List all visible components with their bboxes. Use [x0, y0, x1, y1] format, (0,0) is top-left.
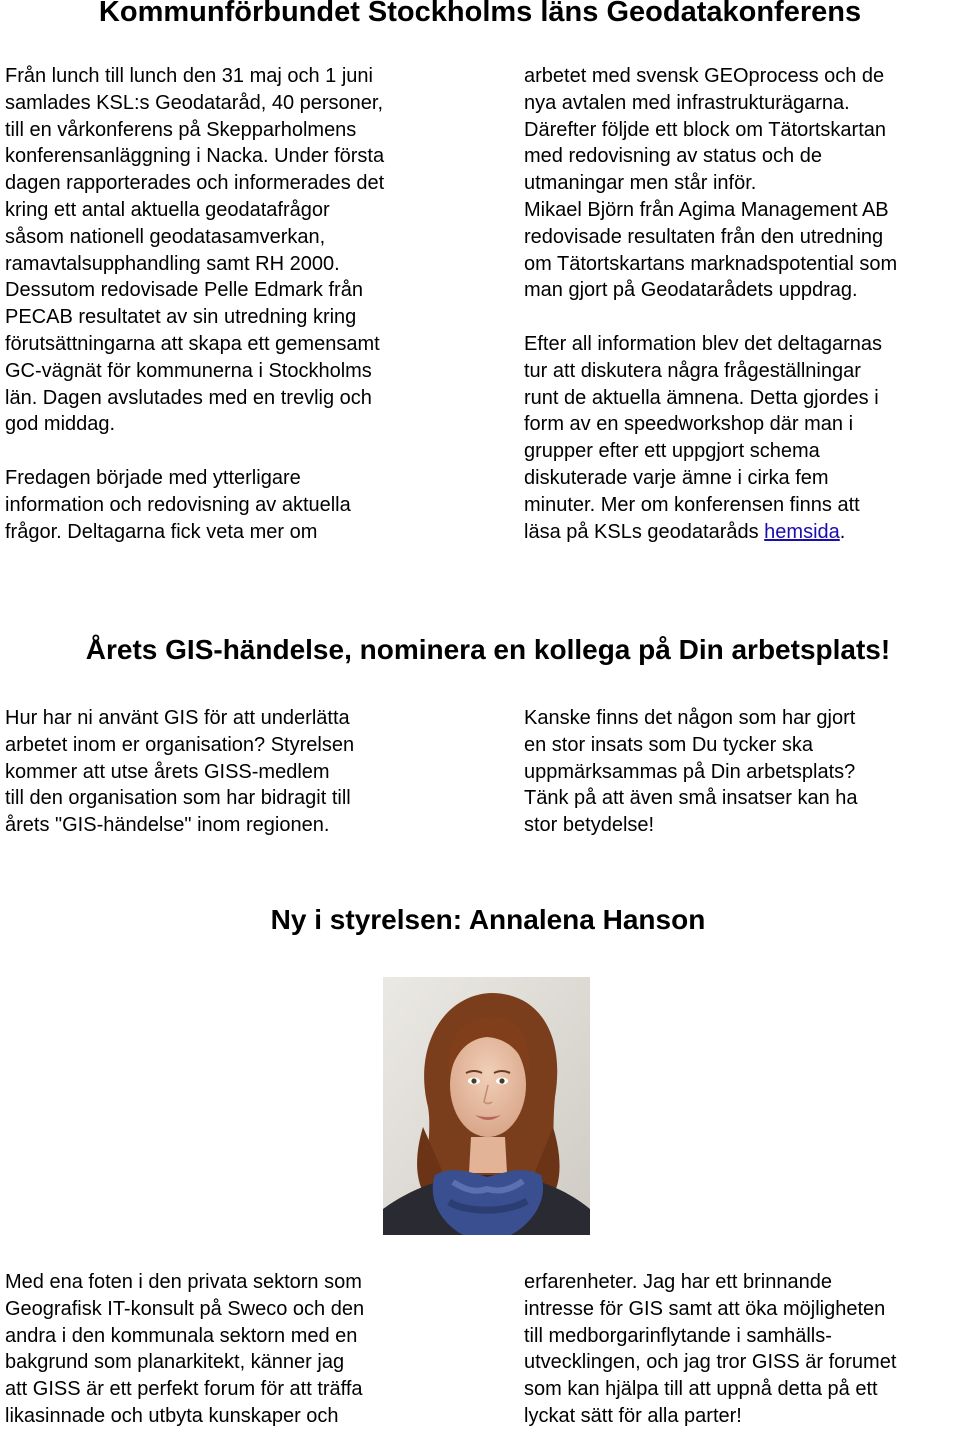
text-line: dagen rapporterades och informerades det	[5, 172, 385, 195]
text-line: Med ena foten i den privata sektorn som	[5, 1271, 362, 1293]
text-line: om Tätortskartans marknadspotential som	[524, 252, 898, 275]
text-line: GC-vägnät för kommunerna i Stockholms	[5, 359, 372, 382]
text-line: runt de aktuella ämnena. Detta gjordes i	[524, 386, 879, 409]
text-line: Från lunch till lunch den 31 maj och 1 juni	[5, 65, 373, 87]
text-line: Fredagen började med ytterligare	[5, 466, 301, 489]
portrait-photo	[383, 977, 590, 1235]
text-line: information och redovisning av aktuella	[5, 493, 351, 516]
text-line	[5, 438, 384, 465]
text-line: till den organisation som har bidragit till	[5, 787, 351, 810]
text-line: Kanske finns det någon som har gjort	[524, 707, 856, 729]
text-line: Geografisk IT-konsult på Sweco och den	[5, 1297, 365, 1320]
conference-last-line: läsa på KSLs geodataråds hemsida.	[524, 520, 846, 543]
text-line: god middag.	[5, 413, 116, 436]
text-line: såsom nationell geodatasamverkan,	[5, 225, 326, 248]
text-line: nya avtalen med infrastrukturägarna.	[524, 91, 850, 114]
text-line: förutsättningarna att skapa ett gemensamt	[5, 332, 380, 355]
text-line: län. Dagen avslutades med en trevlig och	[5, 386, 372, 409]
text-line: Därefter följde ett block om Tätortskartan	[524, 118, 887, 141]
text-line: med redovisning av status och de	[524, 145, 822, 168]
text-line: samlades KSL:s Geodataråd, 40 personer,	[5, 91, 384, 114]
text-line: andra i den kommunala sektorn med en	[5, 1324, 358, 1347]
text-line: stor betydelse!	[524, 814, 655, 837]
text-line: redovisade resultaten från den utredning	[524, 225, 884, 248]
text-line: PECAB resultatet av sin utredning kring	[5, 306, 357, 329]
text-line: till medborgarinflytande i samhälls-	[524, 1324, 832, 1347]
gis-event-text-left	[5, 705, 354, 839]
text-line: ramavtalsupphandling samt RH 2000.	[5, 252, 340, 275]
text-line: likasinnade och utbyta kunskaper och	[5, 1404, 339, 1427]
text-line	[524, 304, 897, 331]
text-line: konferensanläggning i Nacka. Under första	[5, 145, 385, 168]
conference-text-left	[5, 63, 384, 545]
text-line: grupper efter ett uppgjort schema	[524, 440, 820, 463]
text-line: erfarenheter. Jag har ett brinnande	[524, 1271, 832, 1293]
text-line: kring ett antal aktuella geodatafrågor	[5, 198, 330, 221]
text-line: intresse för GIS samt att öka möjligheten	[524, 1297, 886, 1320]
text-line: bakgrund som planarkitekt, känner jag	[5, 1351, 345, 1374]
text-line: lyckat sätt för alla parter!	[524, 1404, 742, 1427]
text-line: årets "GIS-händelse" inom regionen.	[5, 814, 330, 837]
text-line: Efter all information blev det deltagarnas	[524, 332, 882, 355]
conference-text-right	[524, 63, 897, 545]
gis-event-heading: Årets GIS-händelse, nominera en kollega på Din arbetsplats!	[85, 634, 891, 665]
text-line: Dessutom redovisade Pelle Edmark från	[5, 279, 363, 302]
text-line: Tänk på att även små insatser kan ha	[524, 787, 858, 810]
text-line: som kan hjälpa till att uppnå detta på ett	[524, 1378, 878, 1401]
new-board-member-heading: Ny i styrelsen: Annalena Hanson	[270, 904, 706, 935]
text-line: uppmärksammas på Din arbetsplats?	[524, 760, 856, 783]
text-line: tur att diskutera några frågeställningar	[524, 359, 861, 382]
gis-event-text-right	[524, 705, 858, 839]
text-line: kommer att utse årets GISS-medlem	[5, 760, 330, 783]
text-line: en stor insats som Du tycker ska	[524, 733, 813, 756]
text-line: Hur har ni använt GIS för att underlätta	[5, 707, 350, 729]
text-line: frågor. Deltagarna fick veta mer om	[5, 520, 318, 543]
text-line: att GISS är ett perfekt forum för att träffa	[5, 1378, 363, 1401]
text-line: minuter. Mer om konferensen finns att	[524, 493, 860, 516]
new-board-member-text-right	[524, 1269, 896, 1430]
text-line: arbetet inom er organisation? Styrelsen	[5, 733, 355, 756]
text-line: utvecklingen, och jag tror GISS är forumet	[524, 1351, 897, 1374]
text-line: Mikael Björn från Agima Management AB	[524, 198, 889, 221]
new-board-member-text-left	[5, 1269, 364, 1430]
text-line: utmaningar men står inför.	[524, 172, 757, 195]
text-line: diskuterade varje ämne i cirka fem	[524, 466, 829, 489]
text-line: arbetet med svensk GEOprocess och de	[524, 65, 885, 87]
text-line: man gjort på Geodatarådets uppdrag.	[524, 279, 858, 302]
conference-heading: Kommunförbundet Stockholms läns Geodatakonferens	[98, 0, 862, 28]
text-line: form av en speedworkshop där man i	[524, 413, 854, 436]
text-line: till en vårkonferens på Skepparholmens	[5, 118, 357, 141]
hemsida-link[interactable]: hemsida	[764, 520, 840, 543]
